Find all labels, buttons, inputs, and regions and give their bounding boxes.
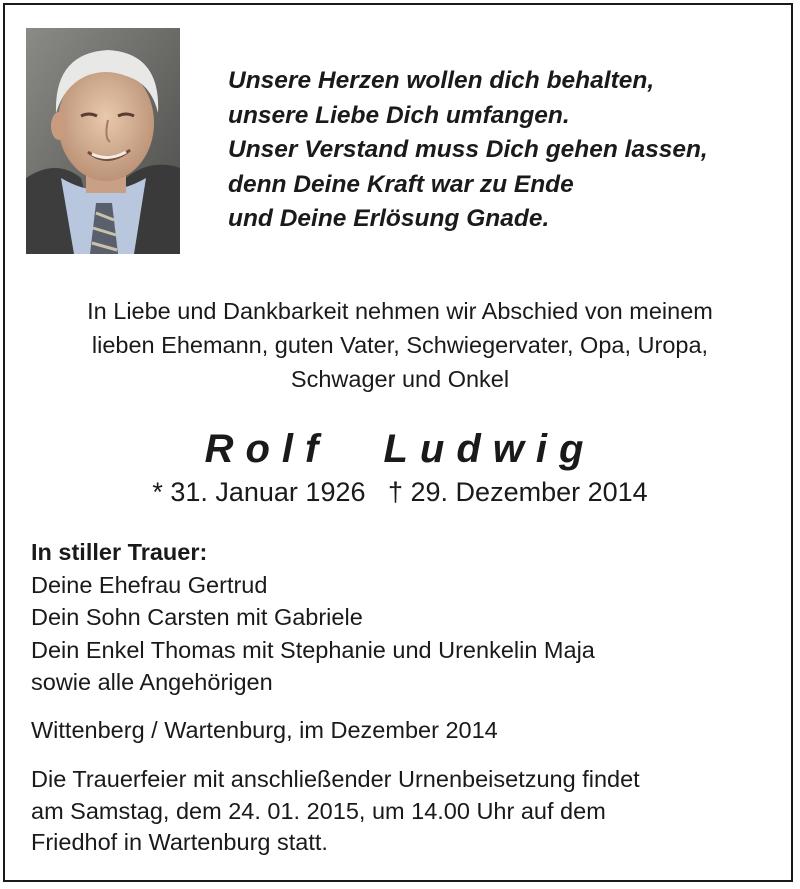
life-dates: * 31. Januar 1926 † 29. Dezember 2014 [152,477,648,507]
portrait-photo-icon [26,28,180,254]
mourner-line: Deine Ehefrau Gertrud [31,571,268,598]
last-name: Ludwig [383,427,596,471]
mourner-line: Dein Sohn Carsten mit Gabriele [31,604,363,630]
poem-line: Unser Verstand muss Dich gehen lassen, [228,136,708,163]
poem-verse [228,64,708,237]
intro-line: Schwager und Onkel [290,366,510,392]
place-date: Wittenberg / Wartenburg, im Dezember 2014 [31,717,498,743]
first-name: Rolf [204,427,331,471]
service-info [31,764,640,859]
mourners-list [31,536,595,699]
deceased-name [0,424,800,474]
poem-line: und Deine Erlösung Gnade. [228,205,550,232]
mourner-line: Dein Enkel Thomas mit Stephanie und Urenkelin Maja [31,636,595,663]
intro-line: In Liebe und Dankbarkeit nehmen wir Abschied von meinem [87,298,713,324]
poem-line: Unsere Herzen wollen dich behalten, [228,67,655,94]
service-line: am Samstag, dem 24. 01. 2015, um 14.00 Uhr auf dem [31,797,606,824]
intro-line: lieben Ehemann, guten Vater, Schwiegervater, Opa, Uropa, [91,332,709,358]
service-line: Die Trauerfeier mit anschließender Urnenbeisetzung findet [31,766,640,792]
portrait-photo [26,28,180,254]
mourners-heading: In stiller Trauer: [31,539,208,565]
mourner-line: sowie alle Angehörigen [31,669,273,695]
poem-line: unsere Liebe Dich umfangen. [228,101,570,129]
service-line: Friedhof in Wartenburg statt. [31,829,328,855]
poem-line: denn Deine Kraft war zu Ende [228,170,574,198]
intro-text [0,294,800,396]
